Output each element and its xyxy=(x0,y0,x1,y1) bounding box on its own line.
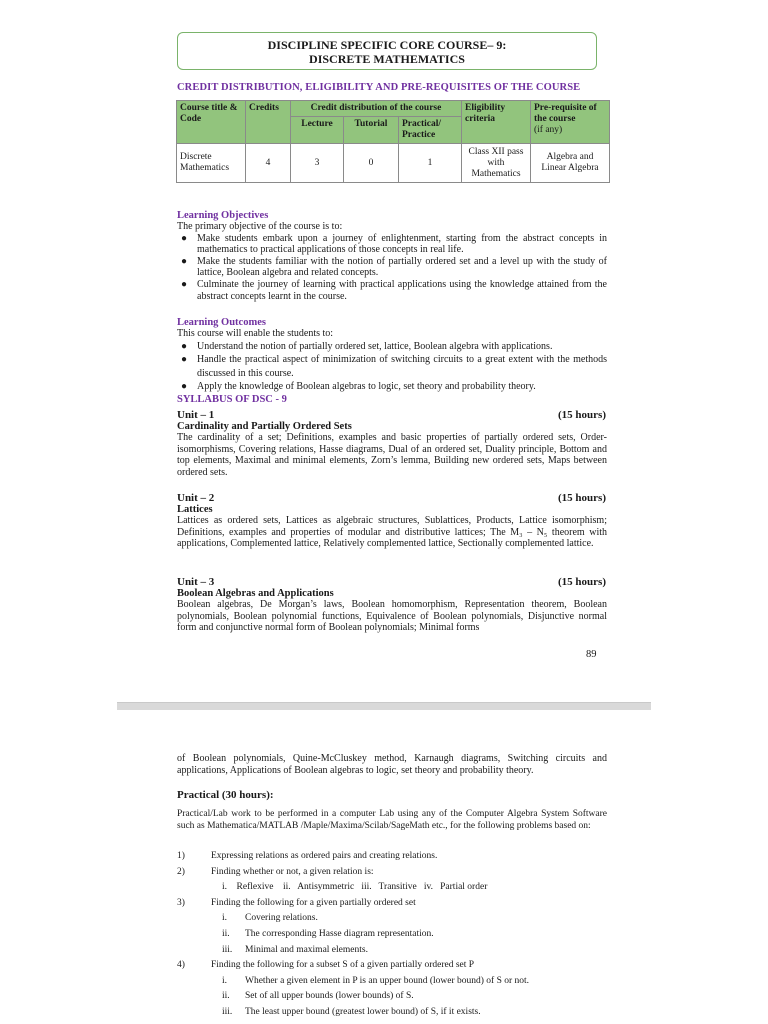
list-item: iii. Minimal and maximal elements. xyxy=(222,944,368,955)
td-eligibility: Class XII pass with Mathematics xyxy=(462,144,531,183)
practical-heading: Practical (30 hours): xyxy=(177,789,274,801)
td-prerequisite: Algebra and Linear Algebra xyxy=(531,144,610,183)
credit-table xyxy=(176,100,610,183)
list-item: iii. The least upper bound (greatest lower bound) of S, if it exists. xyxy=(222,1006,481,1017)
learning-outcomes-section xyxy=(177,317,607,405)
learning-outcomes-list xyxy=(177,340,607,394)
unit-label: Unit – 1 xyxy=(177,409,215,421)
unit-label: Unit – 3 xyxy=(177,576,215,588)
list-item: i. Reflexive ii. Antisymmetric iii. Transitive iv. Partial order xyxy=(222,882,488,893)
list-item: ● Understand the notion of partially ordered set, lattice, Boolean algebra with applications. xyxy=(181,340,553,352)
learning-objectives-heading: Learning Objectives xyxy=(177,210,269,221)
bullet-icon: ● xyxy=(181,381,188,393)
td-lecture: 3 xyxy=(291,144,344,183)
list-item: ● Apply the knowledge of Boolean algebras to logic, set theory and probability theory. xyxy=(181,381,536,393)
unit-text: The cardinality of a set; Definitions, examples and basic properties of partially ordered sets, Order-isomorphisms, Covering relations, Hasse diagrams, Dual of an ordered set, Duality principle, Bottom and top elements, Maximal and minimal elements, Zorn’s lemma, Building new ordered sets, Maps between ordered sets. xyxy=(177,432,607,478)
list-item: 4) Finding the following for a subset S of a given partially ordered set P xyxy=(177,960,475,971)
unit-title: Lattices xyxy=(177,504,213,515)
bullet-icon: ● xyxy=(181,278,188,290)
learning-objectives-list xyxy=(177,233,607,303)
bullet-icon: ● xyxy=(181,340,188,352)
th-tutorial: Tutorial xyxy=(344,117,399,144)
list-item: 1) Expressing relations as ordered pairs and creating relations. xyxy=(177,851,438,861)
th-credit-distribution: Credit distribution of the course xyxy=(291,101,462,117)
list-item: i. Whether a given element in P is an upper bound (lower bound) of S or not. xyxy=(222,975,530,986)
th-lecture: Lecture xyxy=(291,117,344,144)
course-title-line1: DISCIPLINE SPECIFIC CORE COURSE– 9: xyxy=(267,38,507,52)
practical-intro: Practical/Lab work to be performed in a computer Lab using any of the Computer Algebra System Software such as Mathematica/MATLAB /Maple/Maxima/Scilab/SageMath etc., for the following problems based on: xyxy=(177,809,607,831)
page-divider xyxy=(117,702,651,710)
list-item: 2) Finding whether or not, a given relation is: xyxy=(177,866,374,877)
list-item: ii. Set of all upper bounds (lower bounds) of S. xyxy=(222,991,414,1002)
bullet-icon: ● xyxy=(181,255,188,267)
learning-objectives-section xyxy=(177,210,607,302)
page-number: 89 xyxy=(586,649,597,660)
unit-2 xyxy=(177,492,607,550)
list-item: ● Culminate the journey of learning with practical applications using the knowledge attained from the abstract concepts learnt in the course. xyxy=(181,278,607,302)
td-tutorial: 0 xyxy=(344,144,399,183)
td-course: Discrete Mathematics xyxy=(177,144,246,183)
unit-1 xyxy=(177,409,607,478)
course-title-line2: DISCRETE MATHEMATICS xyxy=(309,52,465,66)
unit-text: Lattices as ordered sets, Lattices as algebraic structures, Sublattices, Products, Lattice isomorphism; Definitions, examples and properties of modular and distributive lattices; The M₃ – N₅ theorem with applications, Complemented lattice, Relatively complemented lattice, Sectionally complemented lattice. xyxy=(177,515,607,550)
list-item: i. Covering relations. xyxy=(222,913,318,924)
list-item: 3) Finding the following for a given partially ordered set xyxy=(177,897,416,908)
learning-outcomes-heading: Learning Outcomes xyxy=(177,317,266,328)
credit-heading: CREDIT DISTRIBUTION, ELIGIBILITY AND PRE-REQUISITES OF THE COURSE xyxy=(177,82,581,93)
td-practical: 1 xyxy=(399,144,462,183)
learning-outcomes-intro: This course will enable the students to: xyxy=(177,328,334,339)
unit-title: Boolean Algebras and Applications xyxy=(177,588,334,599)
unit-3-continuation: of Boolean polynomials, Quine-McCluskey method, Karnaugh diagrams, Switching circuits and applications, Applications of Boolean algebras to logic, set theory and probability theory. xyxy=(177,753,607,776)
unit-hours: (15 hours) xyxy=(558,576,606,588)
unit-title: Cardinality and Partially Ordered Sets xyxy=(177,421,352,432)
list-item: ii. The corresponding Hasse diagram representation. xyxy=(222,928,434,939)
th-practical: Practical/ Practice xyxy=(399,117,462,144)
th-credits: Credits xyxy=(246,101,291,144)
unit-hours: (15 hours) xyxy=(558,492,606,504)
learning-objectives-intro: The primary objective of the course is to: xyxy=(177,221,343,232)
th-prerequisite-label: Pre-requisite of the course xyxy=(534,103,597,124)
unit-label: Unit – 2 xyxy=(177,492,215,504)
unit-3 xyxy=(177,576,607,634)
bullet-icon: ● xyxy=(181,232,188,244)
syllabus-heading: SYLLABUS OF DSC - 9 xyxy=(177,393,287,405)
th-prerequisite xyxy=(531,101,610,144)
td-credits: 4 xyxy=(246,144,291,183)
th-eligibility: Eligibility criteria xyxy=(462,101,531,144)
list-item: ● Make students embark upon a journey of enlightenment, starting from the abstract concepts in mathematics to practical applications of those concepts in real life. xyxy=(181,232,607,256)
unit-text: Boolean algebras, De Morgan’s laws, Boolean homomorphism, Representation theorem, Boolean polynomials, Boolean polynomial functions, Equivalence of Boolean polynomials, Disjunctive normal form and conjunctive normal form of Boolean polynomials; Minimal forms xyxy=(177,599,607,634)
list-item: ● Handle the practical aspect of minimization of switching circuits to a great extent with the methods discussed in this course. xyxy=(181,354,607,379)
unit-hours: (15 hours) xyxy=(558,409,606,421)
bullet-icon: ● xyxy=(181,354,188,366)
course-title-box xyxy=(177,32,597,70)
practical-list xyxy=(177,849,607,1021)
th-prerequisite-sub: (if any) xyxy=(534,125,563,135)
th-course-title: Course title & Code xyxy=(177,101,246,144)
table-row xyxy=(177,144,610,183)
list-item: ● Make the students familiar with the notion of partially ordered set and a level up with the study of lattice, Boolean algebra and related concepts. xyxy=(181,255,607,279)
